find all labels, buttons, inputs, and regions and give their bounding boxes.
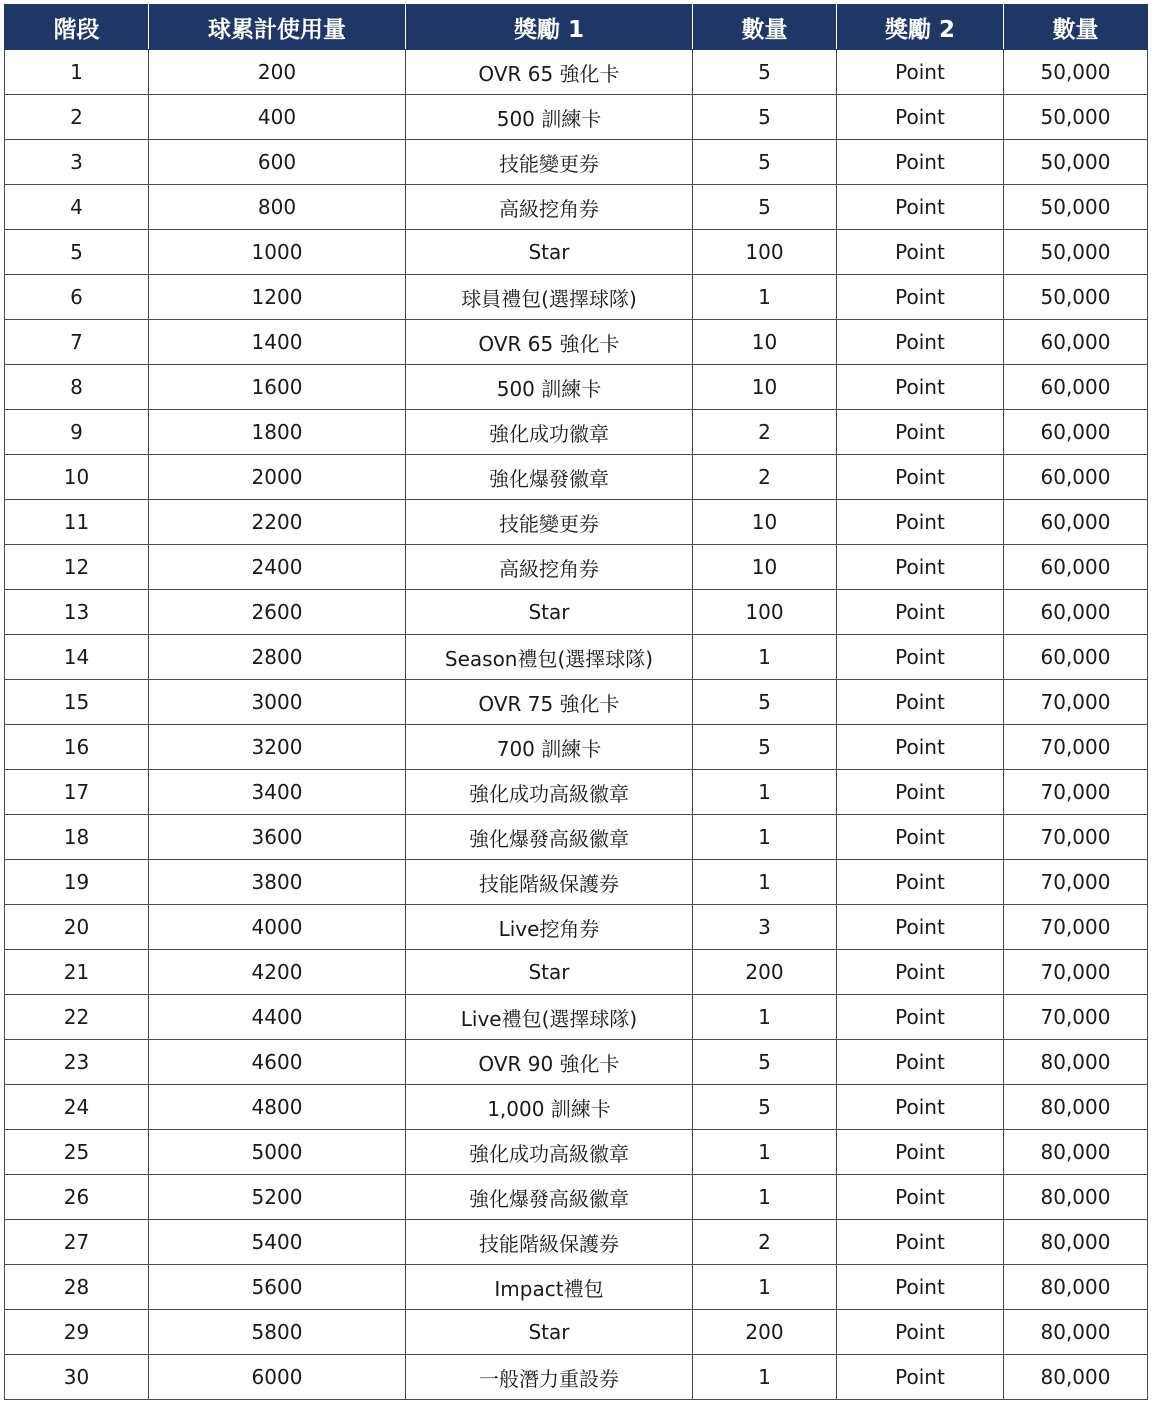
cell-quantity-1: 100 bbox=[693, 230, 837, 275]
cell-quantity-1: 3 bbox=[693, 905, 837, 950]
cell-quantity-2: 50,000 bbox=[1004, 95, 1148, 140]
cell-quantity-1: 10 bbox=[693, 545, 837, 590]
header-quantity-2: 數量 bbox=[1004, 5, 1148, 50]
cell-quantity-2: 80,000 bbox=[1004, 1220, 1148, 1265]
cell-reward-2: Point bbox=[837, 1040, 1004, 1085]
cell-balls-used: 2800 bbox=[149, 635, 406, 680]
table-row bbox=[5, 1310, 1148, 1355]
cell-quantity-1: 1 bbox=[693, 635, 837, 680]
cell-reward-2: Point bbox=[837, 1130, 1004, 1175]
cell-reward-2: Point bbox=[837, 905, 1004, 950]
cell-balls-used: 3200 bbox=[149, 725, 406, 770]
cell-quantity-2: 80,000 bbox=[1004, 1175, 1148, 1220]
cell-quantity-1: 1 bbox=[693, 815, 837, 860]
cell-reward-1: Star bbox=[406, 950, 693, 995]
cell-reward-1: 700 訓練卡 bbox=[406, 725, 693, 770]
cell-reward-2: Point bbox=[837, 635, 1004, 680]
cell-stage: 17 bbox=[5, 770, 149, 815]
cell-balls-used: 2000 bbox=[149, 455, 406, 500]
cell-quantity-2: 50,000 bbox=[1004, 185, 1148, 230]
table-row bbox=[5, 815, 1148, 860]
cell-quantity-2: 80,000 bbox=[1004, 1130, 1148, 1175]
cell-stage: 23 bbox=[5, 1040, 149, 1085]
cell-balls-used: 2600 bbox=[149, 590, 406, 635]
cell-stage: 15 bbox=[5, 680, 149, 725]
cell-reward-1: OVR 65 強化卡 bbox=[406, 50, 693, 95]
cell-quantity-2: 60,000 bbox=[1004, 455, 1148, 500]
cell-balls-used: 4400 bbox=[149, 995, 406, 1040]
table-header bbox=[5, 5, 1148, 50]
table-row bbox=[5, 140, 1148, 185]
table-row bbox=[5, 725, 1148, 770]
cell-quantity-2: 60,000 bbox=[1004, 545, 1148, 590]
cell-stage: 19 bbox=[5, 860, 149, 905]
cell-quantity-2: 80,000 bbox=[1004, 1355, 1148, 1400]
cell-quantity-1: 2 bbox=[693, 455, 837, 500]
table-row bbox=[5, 770, 1148, 815]
cell-quantity-1: 10 bbox=[693, 320, 837, 365]
cell-balls-used: 1600 bbox=[149, 365, 406, 410]
cell-reward-2: Point bbox=[837, 365, 1004, 410]
cell-quantity-1: 5 bbox=[693, 95, 837, 140]
cell-reward-1: 球員禮包(選擇球隊) bbox=[406, 275, 693, 320]
cell-balls-used: 5000 bbox=[149, 1130, 406, 1175]
cell-reward-2: Point bbox=[837, 500, 1004, 545]
cell-reward-1: Live禮包(選擇球隊) bbox=[406, 995, 693, 1040]
cell-balls-used: 3800 bbox=[149, 860, 406, 905]
cell-quantity-2: 50,000 bbox=[1004, 140, 1148, 185]
cell-balls-used: 5400 bbox=[149, 1220, 406, 1265]
cell-quantity-2: 50,000 bbox=[1004, 50, 1148, 95]
cell-stage: 30 bbox=[5, 1355, 149, 1400]
table-row bbox=[5, 635, 1148, 680]
cell-reward-1: 高級挖角券 bbox=[406, 185, 693, 230]
cell-reward-2: Point bbox=[837, 1265, 1004, 1310]
cell-reward-1: Season禮包(選擇球隊) bbox=[406, 635, 693, 680]
cell-reward-2: Point bbox=[837, 995, 1004, 1040]
cell-stage: 9 bbox=[5, 410, 149, 455]
cell-balls-used: 4200 bbox=[149, 950, 406, 995]
cell-stage: 18 bbox=[5, 815, 149, 860]
header-row bbox=[5, 5, 1148, 50]
cell-balls-used: 5200 bbox=[149, 1175, 406, 1220]
table-row bbox=[5, 680, 1148, 725]
cell-balls-used: 400 bbox=[149, 95, 406, 140]
cell-stage: 11 bbox=[5, 500, 149, 545]
table-row bbox=[5, 995, 1148, 1040]
header-quantity-1: 數量 bbox=[693, 5, 837, 50]
cell-stage: 28 bbox=[5, 1265, 149, 1310]
reward-table bbox=[4, 4, 1148, 1400]
cell-reward-1: Impact禮包 bbox=[406, 1265, 693, 1310]
cell-quantity-1: 1 bbox=[693, 995, 837, 1040]
cell-balls-used: 5600 bbox=[149, 1265, 406, 1310]
cell-balls-used: 4000 bbox=[149, 905, 406, 950]
cell-reward-1: Live挖角券 bbox=[406, 905, 693, 950]
cell-reward-2: Point bbox=[837, 1085, 1004, 1130]
table-row bbox=[5, 230, 1148, 275]
cell-reward-1: Star bbox=[406, 230, 693, 275]
cell-reward-2: Point bbox=[837, 185, 1004, 230]
table-body bbox=[5, 50, 1148, 1400]
cell-stage: 13 bbox=[5, 590, 149, 635]
cell-reward-2: Point bbox=[837, 770, 1004, 815]
header-stage: 階段 bbox=[5, 5, 149, 50]
cell-quantity-1: 200 bbox=[693, 1310, 837, 1355]
cell-balls-used: 800 bbox=[149, 185, 406, 230]
cell-balls-used: 1000 bbox=[149, 230, 406, 275]
cell-reward-1: 強化成功徽章 bbox=[406, 410, 693, 455]
cell-quantity-1: 5 bbox=[693, 680, 837, 725]
header-reward-2: 獎勵 2 bbox=[837, 5, 1004, 50]
cell-reward-2: Point bbox=[837, 140, 1004, 185]
table-row bbox=[5, 1175, 1148, 1220]
cell-stage: 8 bbox=[5, 365, 149, 410]
cell-reward-1: 強化爆發高級徽章 bbox=[406, 815, 693, 860]
cell-quantity-2: 80,000 bbox=[1004, 1040, 1148, 1085]
cell-quantity-1: 5 bbox=[693, 725, 837, 770]
cell-reward-2: Point bbox=[837, 545, 1004, 590]
cell-balls-used: 1800 bbox=[149, 410, 406, 455]
cell-quantity-1: 5 bbox=[693, 1040, 837, 1085]
cell-balls-used: 2400 bbox=[149, 545, 406, 590]
cell-balls-used: 6000 bbox=[149, 1355, 406, 1400]
cell-reward-2: Point bbox=[837, 725, 1004, 770]
cell-quantity-1: 200 bbox=[693, 950, 837, 995]
cell-balls-used: 4600 bbox=[149, 1040, 406, 1085]
cell-quantity-2: 50,000 bbox=[1004, 230, 1148, 275]
cell-quantity-2: 80,000 bbox=[1004, 1265, 1148, 1310]
table-row bbox=[5, 455, 1148, 500]
cell-quantity-1: 10 bbox=[693, 500, 837, 545]
cell-reward-2: Point bbox=[837, 950, 1004, 995]
cell-reward-1: 強化爆發高級徽章 bbox=[406, 1175, 693, 1220]
table-row bbox=[5, 275, 1148, 320]
table-row bbox=[5, 860, 1148, 905]
cell-reward-2: Point bbox=[837, 1355, 1004, 1400]
cell-reward-1: 高級挖角券 bbox=[406, 545, 693, 590]
cell-reward-2: Point bbox=[837, 680, 1004, 725]
cell-quantity-2: 70,000 bbox=[1004, 950, 1148, 995]
cell-stage: 10 bbox=[5, 455, 149, 500]
cell-quantity-1: 1 bbox=[693, 1175, 837, 1220]
table-row bbox=[5, 590, 1148, 635]
table-row bbox=[5, 1220, 1148, 1265]
cell-stage: 3 bbox=[5, 140, 149, 185]
cell-reward-1: 500 訓練卡 bbox=[406, 95, 693, 140]
cell-quantity-2: 70,000 bbox=[1004, 860, 1148, 905]
cell-reward-1: Star bbox=[406, 590, 693, 635]
cell-stage: 14 bbox=[5, 635, 149, 680]
cell-stage: 16 bbox=[5, 725, 149, 770]
cell-stage: 6 bbox=[5, 275, 149, 320]
cell-reward-2: Point bbox=[837, 410, 1004, 455]
cell-quantity-1: 1 bbox=[693, 1130, 837, 1175]
cell-reward-1: 強化成功高級徽章 bbox=[406, 1130, 693, 1175]
cell-stage: 24 bbox=[5, 1085, 149, 1130]
cell-reward-1: OVR 75 強化卡 bbox=[406, 680, 693, 725]
cell-quantity-2: 60,000 bbox=[1004, 500, 1148, 545]
cell-reward-2: Point bbox=[837, 230, 1004, 275]
cell-quantity-2: 80,000 bbox=[1004, 1085, 1148, 1130]
cell-quantity-2: 70,000 bbox=[1004, 725, 1148, 770]
table-row bbox=[5, 950, 1148, 995]
cell-reward-2: Point bbox=[837, 590, 1004, 635]
cell-reward-2: Point bbox=[837, 50, 1004, 95]
cell-reward-1: 技能變更券 bbox=[406, 500, 693, 545]
reward-table-container bbox=[4, 4, 1148, 1400]
cell-reward-2: Point bbox=[837, 95, 1004, 140]
cell-reward-1: 技能階級保護券 bbox=[406, 860, 693, 905]
table-row bbox=[5, 95, 1148, 140]
cell-balls-used: 3400 bbox=[149, 770, 406, 815]
table-row bbox=[5, 1085, 1148, 1130]
cell-balls-used: 3000 bbox=[149, 680, 406, 725]
cell-reward-1: 1,000 訓練卡 bbox=[406, 1085, 693, 1130]
table-row bbox=[5, 1040, 1148, 1085]
cell-stage: 26 bbox=[5, 1175, 149, 1220]
cell-quantity-2: 60,000 bbox=[1004, 635, 1148, 680]
table-row bbox=[5, 1355, 1148, 1400]
cell-quantity-2: 60,000 bbox=[1004, 320, 1148, 365]
cell-balls-used: 600 bbox=[149, 140, 406, 185]
cell-reward-1: 技能階級保護券 bbox=[406, 1220, 693, 1265]
cell-balls-used: 1400 bbox=[149, 320, 406, 365]
cell-quantity-1: 2 bbox=[693, 410, 837, 455]
table-row bbox=[5, 320, 1148, 365]
cell-stage: 12 bbox=[5, 545, 149, 590]
table-row bbox=[5, 545, 1148, 590]
cell-quantity-2: 60,000 bbox=[1004, 365, 1148, 410]
cell-reward-2: Point bbox=[837, 320, 1004, 365]
cell-quantity-2: 60,000 bbox=[1004, 410, 1148, 455]
table-row bbox=[5, 410, 1148, 455]
cell-stage: 21 bbox=[5, 950, 149, 995]
cell-quantity-1: 1 bbox=[693, 1265, 837, 1310]
cell-quantity-1: 10 bbox=[693, 365, 837, 410]
cell-reward-2: Point bbox=[837, 1175, 1004, 1220]
cell-reward-2: Point bbox=[837, 860, 1004, 905]
cell-reward-2: Point bbox=[837, 275, 1004, 320]
table-row bbox=[5, 365, 1148, 410]
cell-reward-1: 500 訓練卡 bbox=[406, 365, 693, 410]
cell-quantity-2: 70,000 bbox=[1004, 905, 1148, 950]
table-row bbox=[5, 905, 1148, 950]
cell-quantity-1: 1 bbox=[693, 770, 837, 815]
cell-quantity-2: 70,000 bbox=[1004, 815, 1148, 860]
cell-quantity-1: 1 bbox=[693, 860, 837, 905]
cell-quantity-2: 70,000 bbox=[1004, 680, 1148, 725]
cell-quantity-2: 70,000 bbox=[1004, 995, 1148, 1040]
table-row bbox=[5, 185, 1148, 230]
cell-stage: 5 bbox=[5, 230, 149, 275]
cell-balls-used: 5800 bbox=[149, 1310, 406, 1355]
table-row bbox=[5, 50, 1148, 95]
cell-reward-2: Point bbox=[837, 815, 1004, 860]
cell-reward-1: 強化爆發徽章 bbox=[406, 455, 693, 500]
header-balls-used: 球累計使用量 bbox=[149, 5, 406, 50]
cell-balls-used: 200 bbox=[149, 50, 406, 95]
cell-quantity-1: 2 bbox=[693, 1220, 837, 1265]
cell-reward-1: Star bbox=[406, 1310, 693, 1355]
cell-quantity-2: 80,000 bbox=[1004, 1310, 1148, 1355]
table-row bbox=[5, 500, 1148, 545]
cell-stage: 1 bbox=[5, 50, 149, 95]
cell-stage: 20 bbox=[5, 905, 149, 950]
cell-stage: 2 bbox=[5, 95, 149, 140]
cell-reward-1: OVR 90 強化卡 bbox=[406, 1040, 693, 1085]
cell-stage: 4 bbox=[5, 185, 149, 230]
table-row bbox=[5, 1130, 1148, 1175]
table-row bbox=[5, 1265, 1148, 1310]
cell-stage: 29 bbox=[5, 1310, 149, 1355]
cell-quantity-1: 1 bbox=[693, 275, 837, 320]
cell-reward-1: 強化成功高級徽章 bbox=[406, 770, 693, 815]
header-reward-1: 獎勵 1 bbox=[406, 5, 693, 50]
cell-quantity-1: 5 bbox=[693, 140, 837, 185]
cell-stage: 22 bbox=[5, 995, 149, 1040]
cell-quantity-1: 5 bbox=[693, 185, 837, 230]
cell-reward-1: 一般潛力重設券 bbox=[406, 1355, 693, 1400]
cell-stage: 27 bbox=[5, 1220, 149, 1265]
cell-quantity-2: 60,000 bbox=[1004, 590, 1148, 635]
cell-stage: 7 bbox=[5, 320, 149, 365]
cell-balls-used: 1200 bbox=[149, 275, 406, 320]
cell-balls-used: 2200 bbox=[149, 500, 406, 545]
cell-balls-used: 4800 bbox=[149, 1085, 406, 1130]
cell-quantity-1: 5 bbox=[693, 50, 837, 95]
cell-reward-2: Point bbox=[837, 455, 1004, 500]
cell-reward-1: 技能變更券 bbox=[406, 140, 693, 185]
cell-reward-2: Point bbox=[837, 1220, 1004, 1265]
cell-reward-1: OVR 65 強化卡 bbox=[406, 320, 693, 365]
cell-quantity-1: 100 bbox=[693, 590, 837, 635]
cell-balls-used: 3600 bbox=[149, 815, 406, 860]
cell-reward-2: Point bbox=[837, 1310, 1004, 1355]
cell-stage: 25 bbox=[5, 1130, 149, 1175]
cell-quantity-1: 5 bbox=[693, 1085, 837, 1130]
cell-quantity-2: 50,000 bbox=[1004, 275, 1148, 320]
cell-quantity-1: 1 bbox=[693, 1355, 837, 1400]
cell-quantity-2: 70,000 bbox=[1004, 770, 1148, 815]
